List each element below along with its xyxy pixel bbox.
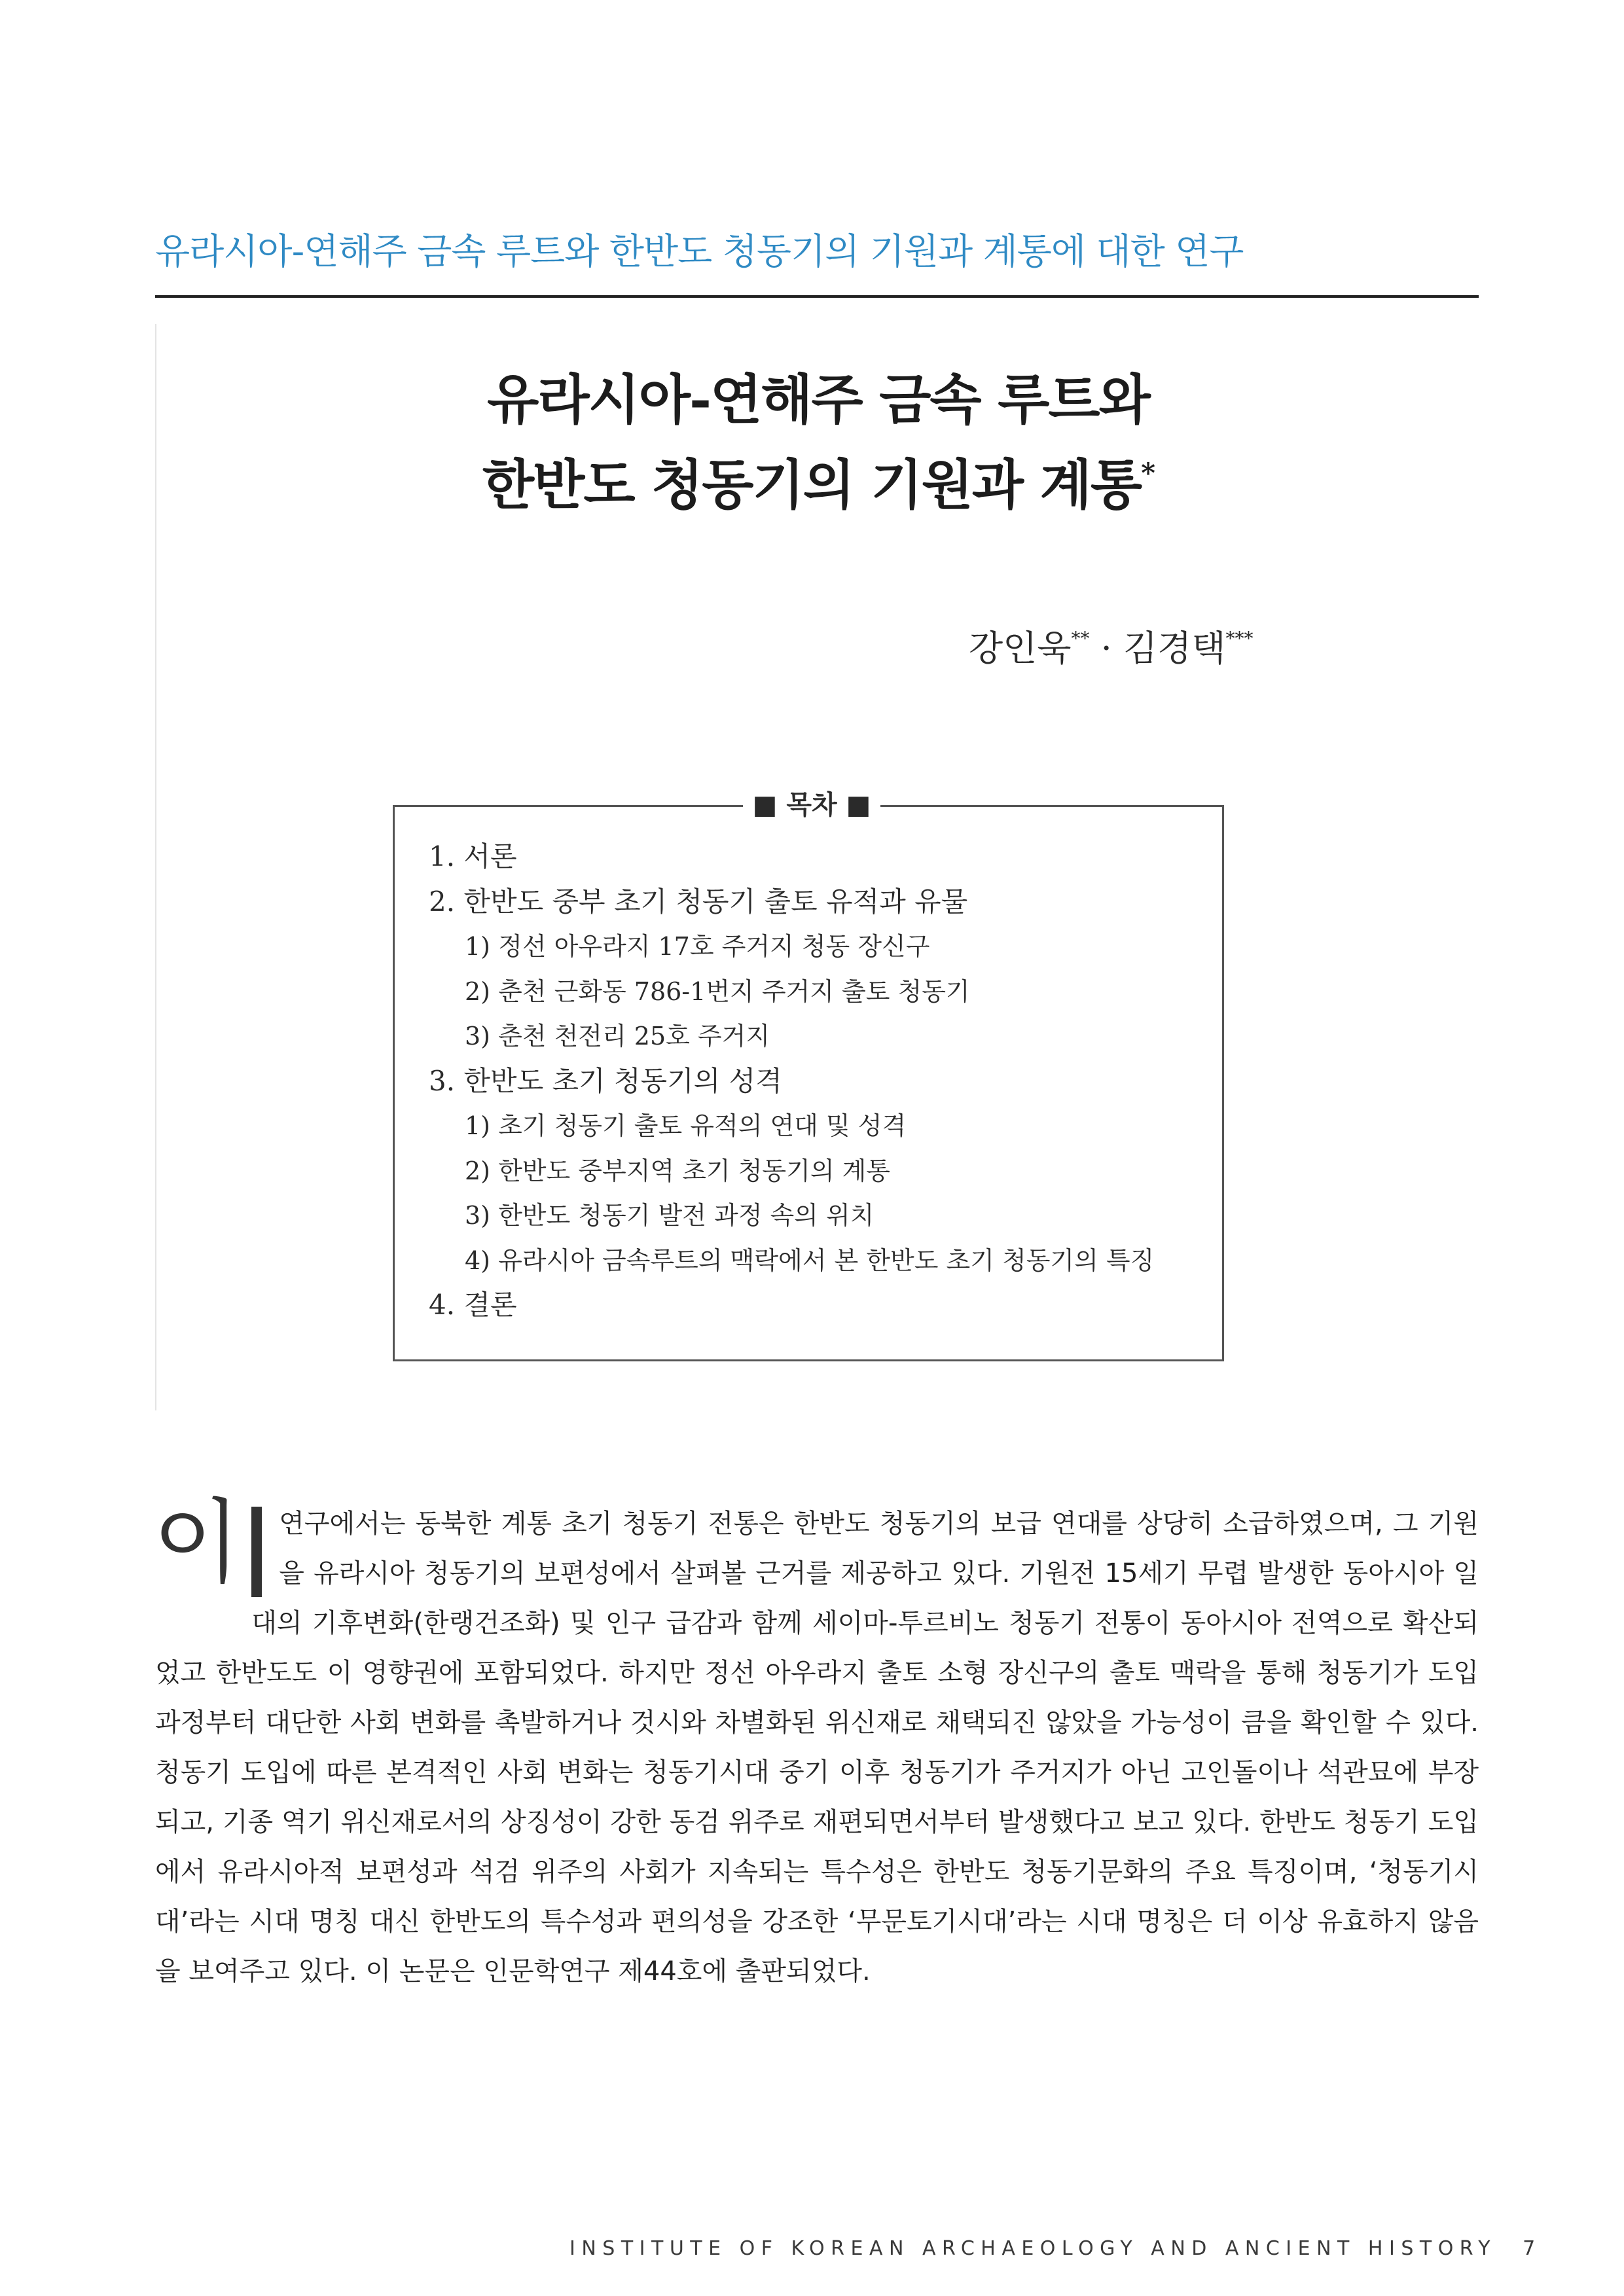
author-2: 김경택 — [1123, 628, 1226, 669]
running-header: 유라시아-연해주 금속 루트와 한반도 청동기의 기원과 계통에 대한 연구 — [155, 230, 1244, 272]
toc-item: 3. 한반도 초기 청동기의 성격 — [429, 1064, 782, 1097]
dropcap-bar — [251, 1507, 262, 1597]
toc-item: 3) 춘천 천전리 25호 주거지 — [465, 1022, 770, 1050]
toc-item: 2) 춘천 근화동 786-1번지 주거지 출토 청동기 — [465, 977, 970, 1006]
toc-list — [429, 834, 1214, 1328]
page-footer — [569, 2237, 1536, 2260]
title-line-1: 유라시아-연해주 금속 루트와 — [487, 368, 1149, 431]
title-line-2-text: 한반도 청동기의 기원과 계통 — [482, 454, 1142, 516]
article-title — [393, 363, 1244, 522]
abstract-body: 연구에서는 동북한 계통 초기 청동기 전통은 한반도 청동기의 보급 연대를 상당히 소급하였으며, 그 기원을 유라시아 청동기의 보편성에서 살펴볼 근거를 제공하고 있다. 기원전 15세기 무렵 발생한 동아시아 일대의 기후변화(한랭건조화) 및 인구 급감과 함께 세이마-투르비노 청동기 전통이 동아시아 전역으로 확산되었고 한반도도 이 영향권에 포함되었다. 하지만 정선 아우라지 출토 소형 장신구의 출토 맥락을 통해 청동기가 도입 과정부터 대단한 사회 변화를 촉발하거나 것시와 차별화된 위신재로 채택되진 않았을 가능성이 큼을 확인할 수 있다. 청동기 도입에 따른 본격적인 사회 변화는 청동기시대 중기 이후 청동기가 주거지가 아닌 고인돌이나 석관묘에 부장되고, 기종 역기 위신재로서의 상징성이 강한 동검 위주로 재편되면서부터 발생했다고 보고 있다. 한반도 청동기 도입에서 유라시아적 보편성과 석검 위주의 사회가 지속되는 특수성은 한반도 청동기문화의 주요 특징이며, ‘청동기시대’라는 시대 명칭 대신 한반도의 특수성과 편의성을 강조한 ‘무문토기시대’라는 시대 명칭은 더 이상 유효하지 않음을 보여주고 있다. 이 논문은 인문학연구 제44호에 출판되었다. — [155, 1509, 1479, 1986]
abstract — [153, 1490, 1479, 1996]
toc-item: 2) 한반도 중부지역 초기 청동기의 계통 — [465, 1156, 891, 1185]
author-2-mark: *** — [1225, 628, 1254, 649]
header-divider — [155, 295, 1479, 298]
toc-item: 2. 한반도 중부 초기 청동기 출토 유적과 유물 — [429, 885, 968, 918]
author-1-mark: ** — [1071, 628, 1090, 649]
toc-item: 4) 유라시아 금속루트의 맥락에서 본 한반도 초기 청동기의 특징 — [465, 1246, 1155, 1275]
title-footnote-mark: * — [1141, 457, 1155, 489]
author-separator: · — [1089, 628, 1123, 669]
toc-item: 3) 한반도 청동기 발전 과정 속의 위치 — [465, 1201, 875, 1230]
toc-item: 1) 초기 청동기 출토 유적의 연대 및 성격 — [465, 1111, 907, 1140]
toc-item: 4. 결론 — [429, 1289, 517, 1321]
dropcap-letter: 이 — [153, 1490, 242, 1596]
author-1: 강인욱 — [969, 628, 1072, 669]
page-number: 7 — [1523, 2237, 1536, 2260]
toc-item: 1. 서론 — [429, 840, 517, 872]
toc-heading: ■ 목차 ■ — [743, 785, 880, 825]
author-line — [969, 620, 1388, 671]
toc-item: 1) 정선 아우라지 17호 주거지 청동 장신구 — [465, 932, 930, 961]
footer-institute: INSTITUTE OF KOREAN ARCHAEOLOGY AND ANCIENT HISTORY — [569, 2237, 1497, 2260]
scan-border — [155, 324, 156, 1410]
title-line-2 — [393, 437, 1244, 522]
